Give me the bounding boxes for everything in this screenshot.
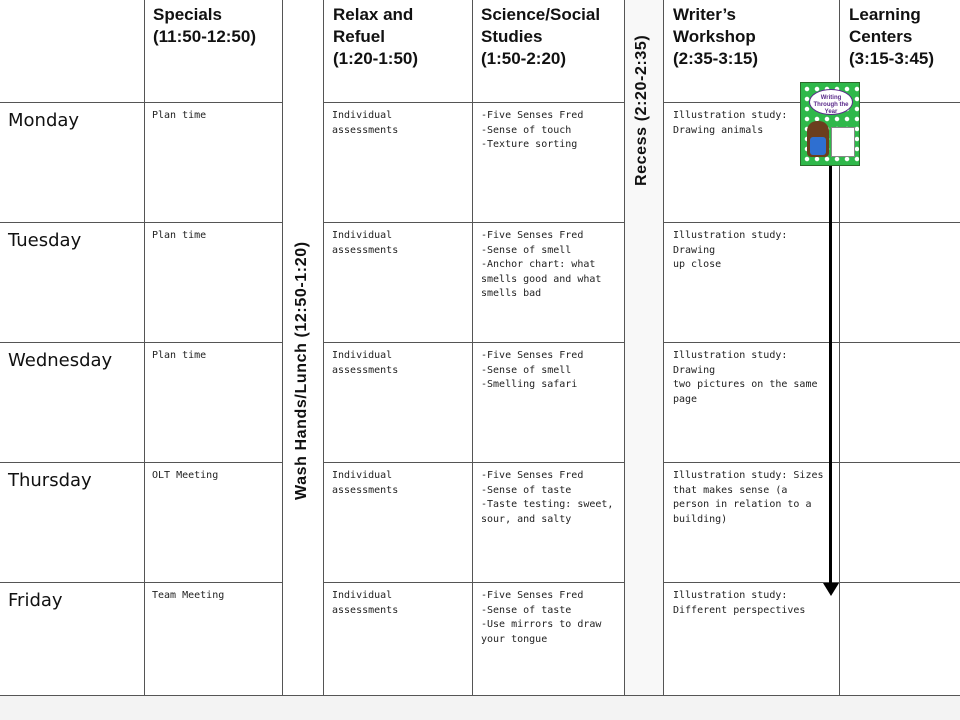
cell-specials-thursday — [152, 469, 278, 484]
grid-line — [0, 462, 282, 463]
cell-line: -Use mirrors to draw — [481, 619, 602, 630]
cell-specials-tuesday — [152, 229, 278, 244]
grid-line — [0, 342, 282, 343]
cell-line: Drawing animals — [673, 124, 764, 136]
recess-label: Recess (2:20-2:35) — [633, 34, 650, 186]
cell-line: Team Meeting — [152, 590, 225, 601]
cell-science-tuesday — [481, 229, 621, 302]
cell-line: -Five Senses Fred — [481, 350, 584, 361]
grid-line — [282, 0, 283, 695]
header-specials — [153, 4, 256, 48]
grid-line — [0, 102, 282, 103]
day-label-wednesday: Wednesday — [8, 350, 113, 371]
cell-relax-tuesday — [332, 229, 468, 258]
header-learning-centers — [849, 4, 934, 70]
cell-line: OLT Meeting — [152, 470, 219, 481]
cell-line: -Sense of taste — [481, 484, 572, 496]
header-relax — [333, 4, 418, 70]
cell-line: Illustration study: Sizes — [673, 470, 824, 481]
cell-line: Illustration study: — [673, 110, 788, 121]
cell-specials-friday — [152, 589, 278, 604]
cell-line: page — [673, 393, 698, 405]
cell-line: Individual — [332, 470, 393, 481]
cell-relax-friday — [332, 589, 468, 618]
grid-line — [323, 102, 624, 103]
grid-line — [323, 582, 624, 583]
cell-line: person in relation to a — [673, 499, 812, 510]
grid-line — [323, 0, 324, 695]
grid-line — [663, 0, 664, 695]
grid-line — [144, 0, 145, 695]
cell-line: Illustration study: Drawing — [673, 230, 794, 256]
cell-science-friday — [481, 589, 621, 647]
header-line: Relax and — [333, 5, 414, 24]
cell-line: -Sense of smell — [481, 244, 572, 256]
header-line: Centers — [849, 27, 913, 46]
cell-science-wednesday — [481, 349, 621, 393]
grid-line — [663, 342, 960, 343]
header-line: Refuel — [333, 27, 385, 46]
cell-line: -Sense of touch — [481, 124, 572, 136]
cell-line: Individual — [332, 590, 393, 601]
cell-line: assessments — [332, 484, 399, 496]
cell-writers-friday — [673, 589, 835, 618]
cell-line: Plan time — [152, 110, 207, 121]
page-bottom-band — [0, 696, 960, 720]
arrow-down-icon — [829, 166, 832, 584]
cell-line: -Sense of taste — [481, 604, 572, 616]
cell-line: -Smelling safari — [481, 379, 578, 390]
paper-illustration — [831, 127, 855, 157]
day-label-friday: Friday — [8, 590, 63, 611]
cell-line: -Texture sorting — [481, 139, 578, 150]
grid-line — [0, 582, 282, 583]
cell-relax-wednesday — [332, 349, 468, 378]
grid-line — [0, 695, 960, 696]
cell-writers-thursday — [673, 469, 835, 527]
header-line: Studies — [481, 27, 543, 46]
header-line: (1:50-2:20) — [481, 49, 567, 68]
grid-line — [472, 0, 473, 695]
grid-line — [323, 462, 624, 463]
header-line: Workshop — [673, 27, 756, 46]
cell-writers-wednesday — [673, 349, 835, 407]
arrow-head-icon — [823, 583, 839, 596]
cell-writers-tuesday — [673, 229, 835, 273]
cell-line: Illustration study: Drawing — [673, 350, 794, 376]
cell-line: smells bad — [481, 288, 542, 299]
grid-line — [624, 0, 625, 695]
header-line: (3:15-3:45) — [849, 49, 935, 68]
header-science — [481, 4, 600, 70]
grid-line — [663, 462, 960, 463]
cell-line: sour, and salty — [481, 513, 572, 525]
cell-line: assessments — [332, 604, 399, 616]
cell-line: -Anchor chart: what — [481, 259, 596, 270]
cell-line: smells good and what — [481, 273, 602, 285]
day-label-tuesday: Tuesday — [8, 230, 82, 251]
cell-relax-monday — [332, 109, 468, 138]
header-line: Science/Social — [481, 5, 601, 24]
cell-line: -Taste testing: sweet, — [481, 499, 614, 510]
header-line: Specials — [153, 5, 222, 24]
writing-through-the-year-thumbnail — [800, 82, 860, 166]
child-illustration — [807, 121, 829, 157]
cell-line: up close — [673, 259, 722, 270]
cell-line: Individual — [332, 230, 393, 241]
header-line: (1:20-1:50) — [333, 49, 419, 68]
cell-line: -Five Senses Fred — [481, 470, 584, 481]
cell-specials-wednesday — [152, 349, 278, 364]
header-line: (2:35-3:15) — [673, 49, 759, 68]
cell-line: Individual — [332, 110, 393, 121]
header-line: (11:50-12:50) — [153, 27, 257, 46]
cell-line: Plan time — [152, 230, 207, 241]
cell-line: two pictures on the same — [673, 379, 818, 390]
cell-science-thursday — [481, 469, 621, 527]
header-line: Writer’s — [673, 5, 736, 24]
cell-specials-monday — [152, 109, 278, 124]
cell-line: -Sense of smell — [481, 364, 572, 376]
day-label-monday: Monday — [8, 110, 80, 131]
grid-line — [323, 342, 624, 343]
cell-line: -Five Senses Fred — [481, 590, 584, 601]
header-writers-workshop — [673, 4, 758, 70]
grid-line — [323, 222, 624, 223]
thumbnail-title: Writing Through the Year — [809, 89, 853, 115]
cell-line: Plan time — [152, 350, 207, 361]
header-line: Learning — [849, 5, 921, 24]
grid-line — [663, 582, 960, 583]
day-label-thursday: Thursday — [8, 470, 92, 491]
cell-relax-thursday — [332, 469, 468, 498]
cell-line: your tongue — [481, 633, 548, 645]
cell-line: building) — [673, 513, 728, 525]
cell-line: assessments — [332, 124, 399, 136]
grid-line — [0, 222, 282, 223]
cell-line: assessments — [332, 244, 399, 256]
cell-science-monday — [481, 109, 621, 153]
cell-line: -Five Senses Fred — [481, 230, 584, 241]
cell-line: assessments — [332, 364, 399, 376]
cell-line: Illustration study: — [673, 590, 788, 601]
cell-line: -Five Senses Fred — [481, 110, 584, 121]
cell-line: that makes sense (a — [673, 484, 788, 496]
grid-line — [663, 222, 960, 223]
cell-line: Individual — [332, 350, 393, 361]
lunch-label: Wash Hands/Lunch (12:50-1:20) — [293, 241, 310, 500]
cell-line: Different perspectives — [673, 604, 806, 616]
